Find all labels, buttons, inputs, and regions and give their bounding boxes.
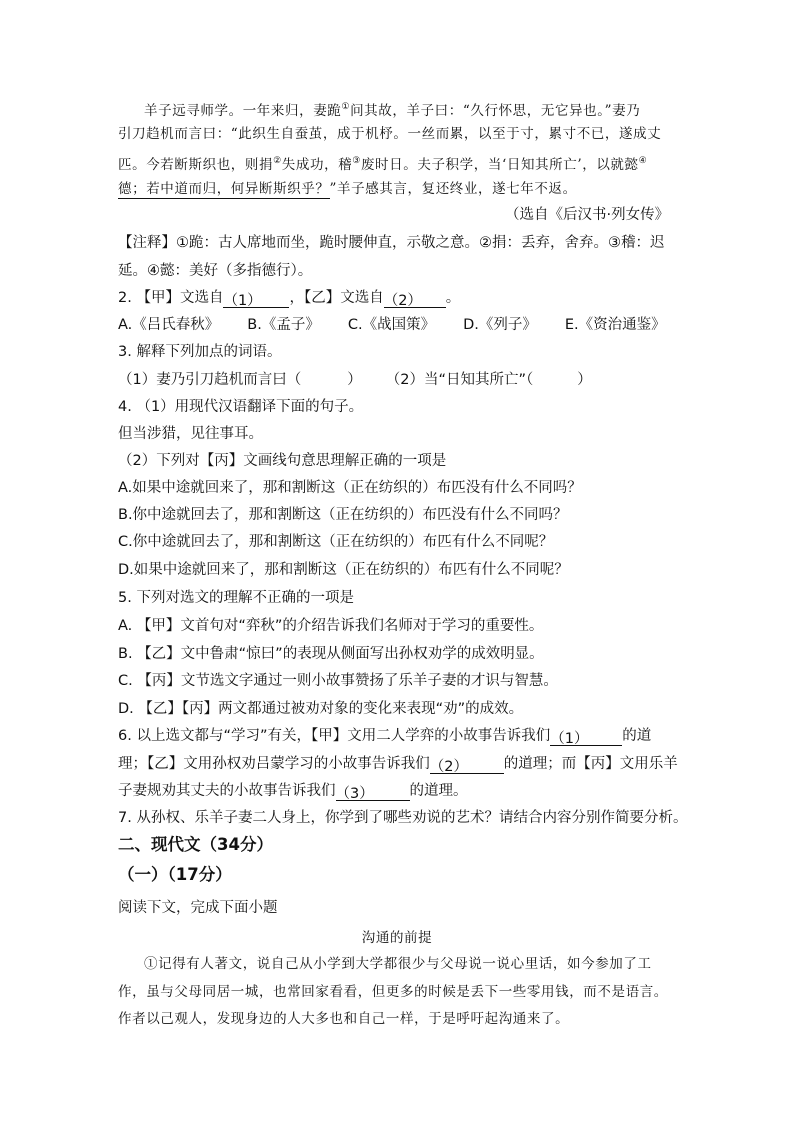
question-6-line [118,755,678,774]
question-text: ，【乙】文选自 [289,290,384,306]
question-text: 理；【乙】文用孙权劝吕蒙学习的小故事告诉我们 [118,756,430,772]
question-6-line [118,727,651,746]
option-c[interactable]: C. 【丙】文节选文字通过一则小故事赞扬了乐羊子妻的才识与智慧。 [118,673,558,689]
subsection-heading: （一）（17分） [118,865,232,884]
passage-line: 引刀趋机而言曰：“此织生自蚕茧，成于机杼。一丝而累，以至于寸，累寸不已，遂成丈 [118,126,662,142]
answer-blank[interactable] [223,292,289,308]
answer-blank[interactable] [430,758,504,774]
question-text: （1）妻乃引刀趋机而言曰（ [118,372,302,388]
blank-label: （2） [383,293,422,309]
translate-sentence: 但当涉猎，见往事耳。 [118,426,263,442]
question-text: 的道理；而【丙】文用乐羊 [503,756,678,772]
passage-line [144,98,640,120]
option-b[interactable]: B. 【乙】文中鲁肃“惊曰”的表现从侧面写出孙权劝学的成效明显。 [118,646,544,662]
question-text: （2）当“日知其所亡”（ [385,372,534,388]
article-title: 沟通的前提 [361,930,433,946]
option-c[interactable]: C.《战国策》 [347,317,436,333]
question-text: 子妻规劝其丈夫的小故事告诉我们 [118,783,336,799]
answer-blank[interactable] [336,785,410,801]
blank-label: （1） [550,731,589,747]
question-text: ） [577,372,592,388]
question-text: 2. 【甲】文选自 [118,290,224,306]
question-text: 6. 以上选文都与“学习”有关，【甲】文用二人学弈的小故事告诉我们 [118,728,551,744]
passage-line [118,180,577,198]
reading-instruction: 阅读下文，完成下面小题 [118,900,278,916]
option-b[interactable]: B.你中途就回去了，那和割断这（正在纺织的）布匹没有什么不同吗？ [118,507,568,523]
question-2-options [118,316,666,334]
article-line: 作，虽与父母同居一城，也常回家看看，但更多的时候是丢下一些零用钱，而不是语言。 [118,984,668,1000]
option-c[interactable]: C.你中途就回去了，那和割断这（正在纺织的）布匹有什么不同呢？ [118,534,554,550]
option-a[interactable]: A.如果中途就回来了，那和割断这（正在纺织的）布匹没有什么不同吗？ [118,480,582,496]
answer-blank[interactable] [550,730,622,746]
option-d[interactable]: D.如果中途就回来了，那和割断这（正在纺织的）布匹有什么不同呢？ [118,562,569,578]
underlined-sentence: 德；若中道而归，何异断斯织乎？ [118,181,330,197]
passage-text: 羊子远寻师学。一年来归，妻跪 [144,103,342,119]
question-text: 的道理。 [409,783,468,799]
question-4-title: 4. （1）用现代汉语翻译下面的句子。 [118,399,364,415]
question-4-sub2: （2）下列对【丙】文画线句意思理解正确的一项是 [118,453,447,469]
notes-line: 【注释】①跪：古人席地而坐，跪时腰伸直，示敬之意。②捐：丢弃，舍弃。③稽：迟 [118,235,665,251]
option-d[interactable]: D.《列子》 [463,317,537,333]
option-a[interactable]: A.《吕氏春秋》 [118,317,220,333]
passage-text: ”羊子感其言，复还终业，遂七年不返。 [329,181,577,197]
option-d[interactable]: D. 【乙】【丙】两文都通过被劝对象的变化来表现“劝”的成效。 [118,701,524,717]
question-5-title: 5. 下列对选文的理解不正确的一项是 [118,590,354,606]
option-a[interactable]: A. 【甲】文首句对“弈秋”的介绍告诉我们名师对于学习的重要性。 [118,618,544,634]
blank-label: （3） [335,786,374,802]
article-line: ①记得有人著文，说自己从小学到大学都很少与父母说一说心里话，如今参加了工 [144,956,652,972]
footnote-mark: ④ [638,156,648,166]
notes-line: 延。④懿：美好（多指德行）。 [118,263,313,279]
question-6-line [118,782,468,801]
blank-label: （1） [223,293,262,309]
passage-text: 废时日。夫子积学，当‘日知其所亡’，以就懿 [360,157,639,173]
footnote-mark: ③ [352,156,361,166]
question-text: 。 [445,290,461,306]
answer-blank[interactable] [384,292,446,308]
question-text: 的道 [622,728,652,744]
footnote-mark: ① [341,102,351,112]
option-e[interactable]: E.《资治通鉴》 [564,317,666,333]
passage-text: 失成功，稽 [281,157,353,173]
article-line: 作者以己观人，发现身边的人大多也和自己一样，于是呼吁起沟通来了。 [118,1011,570,1027]
question-3-items [118,371,592,389]
question-3-title: 3. 解释下列加点的词语。 [118,344,282,360]
footnote-mark: ② [273,156,282,166]
passage-text: 匹。今若断斯织也，则捐 [118,157,274,173]
question-2 [118,289,460,308]
question-text: ） [347,372,362,388]
question-7: 7. 从孙权、乐羊子妻二人身上，你学到了哪些劝说的艺术？请结合内容分别作简要分析。 [118,810,688,826]
option-b[interactable]: B.《孟子》 [247,317,320,333]
passage-source: （选自《后汉书·列女传》 [505,207,670,223]
blank-label: （2） [429,759,468,775]
passage-line [118,152,647,174]
section-heading: 二、现代文（34分） [118,835,273,854]
passage-text: 问其故，羊子曰：“久行怀思，无它异也。”妻乃 [350,103,641,119]
